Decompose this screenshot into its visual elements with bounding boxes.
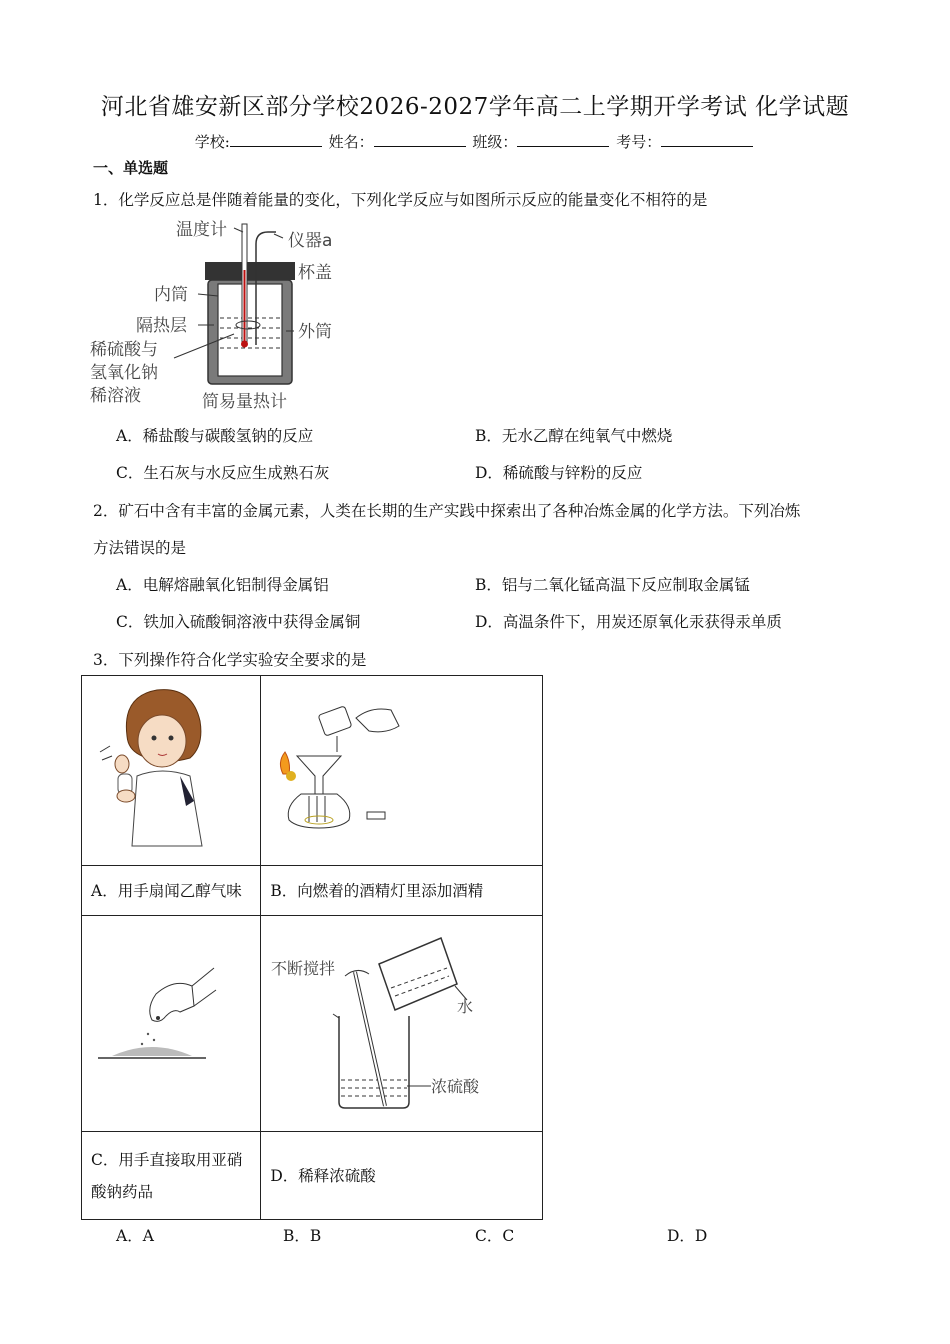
inner-cylinder-shape: [218, 284, 282, 376]
label-water: 水: [457, 997, 474, 1016]
q2-option-b[interactable]: B．铝与二氧化锰高温下反应制取金属锰: [475, 576, 750, 594]
q1-option-a[interactable]: A．稀盐酸与碳酸氢钠的反应: [116, 427, 314, 445]
q3-cell-d-text: D．稀释浓硫酸: [261, 1132, 543, 1220]
alcohol-lamp-illustration: [261, 676, 541, 861]
q3-cell-a-text: A．用手扇闻乙醇气味: [82, 866, 261, 916]
label-thermometer: 温度计: [176, 220, 227, 240]
q3-option-a[interactable]: A．A: [116, 1227, 154, 1245]
q2-option-d[interactable]: D．高温条件下，用炭还原氧化汞获得汞单质: [475, 613, 782, 631]
student-info-line: [0, 131, 950, 152]
label-acid: 浓硫酸: [431, 1077, 480, 1096]
q2-stem-line2: 方法错误的是: [93, 539, 187, 557]
exam-no-label: 考号：: [616, 133, 662, 151]
calorimeter-figure: [88, 210, 378, 415]
q1-option-d[interactable]: D．稀硫酸与锌粉的反应: [475, 464, 643, 482]
q1-stem: 1．化学反应总是伴随着能量的变化，下列化学反应与如图所示反应的能量变化不相符的是: [93, 191, 708, 209]
label-instrument-a: 仪器a: [288, 231, 333, 251]
figure-caption: 简易量热计: [202, 392, 287, 412]
q3-cell-c-text: C．用手直接取用亚硝 酸钠药品: [82, 1132, 261, 1220]
class-label: 班级：: [472, 133, 518, 151]
q3-cell-c-image: [82, 916, 261, 1132]
q3-figure-table: [81, 675, 543, 1220]
q1-option-b[interactable]: B．无水乙醇在纯氧气中燃烧: [475, 427, 673, 445]
label-outer: 外筒: [298, 322, 332, 342]
q3-cell-b-text: B．向燃着的酒精灯里添加酒精: [261, 866, 543, 916]
alcohol-lamp-shape: [289, 794, 351, 828]
hand-shape: [150, 983, 194, 1021]
q1-option-c[interactable]: C．生石灰与水反应生成熟石灰: [116, 464, 330, 482]
school-field[interactable]: [230, 132, 322, 147]
q3-cell-b-image: [261, 676, 543, 866]
funnel-shape: [297, 756, 341, 794]
powder-pile: [112, 1047, 192, 1056]
label-inner: 内筒: [154, 285, 188, 305]
lamp-cap-shape: [367, 812, 385, 819]
q2-option-c[interactable]: C．铁加入硫酸铜溶液中获得金属铜: [116, 613, 361, 631]
label-insulation: 隔热层: [136, 316, 187, 336]
label-solution-3: 稀溶液: [90, 386, 141, 406]
lid-shape: [205, 262, 295, 280]
section-heading: 一、单选题: [93, 159, 169, 177]
shirt-shape: [132, 771, 202, 846]
label-lid: 杯盖: [298, 263, 332, 283]
flame-shape: [281, 752, 290, 774]
q3-option-d[interactable]: D．D: [667, 1227, 708, 1245]
fanning-odor-illustration: [82, 676, 260, 861]
water-container-shape: [379, 938, 457, 1010]
page-title: 河北省雄安新区部分学校2026-2027学年高二上学期开学考试 化学试题: [100, 94, 850, 120]
exam-no-field[interactable]: [661, 132, 753, 147]
q3-option-c[interactable]: C．C: [475, 1227, 515, 1245]
q3-option-b[interactable]: B．B: [283, 1227, 322, 1245]
class-field[interactable]: [517, 132, 609, 147]
hand-taking-powder-illustration: [82, 916, 260, 1127]
q3-cell-d-image: [261, 916, 543, 1132]
face-shape: [138, 715, 186, 767]
school-label: 学校:: [194, 133, 230, 151]
label-stir: 不断搅拌: [271, 959, 336, 978]
q2-option-a[interactable]: A．电解熔融氧化铝制得金属铝: [116, 576, 329, 594]
name-label: 姓名：: [328, 133, 374, 151]
label-solution-2: 氢氧化钠: [90, 363, 158, 383]
label-solution-1: 稀硫酸与: [90, 340, 158, 360]
pouring-bottle-shape: [318, 706, 352, 736]
dilute-acid-illustration: [261, 916, 541, 1127]
name-field[interactable]: [374, 132, 466, 147]
q3-stem: 3．下列操作符合化学实验安全要求的是: [93, 651, 367, 669]
q3-cell-a-image: [82, 676, 261, 866]
q2-stem-line1: 2．矿石中含有丰富的金属元素，人类在长期的生产实践中探索出了各种冶炼金属的化学方法。下列冶炼: [93, 502, 801, 520]
